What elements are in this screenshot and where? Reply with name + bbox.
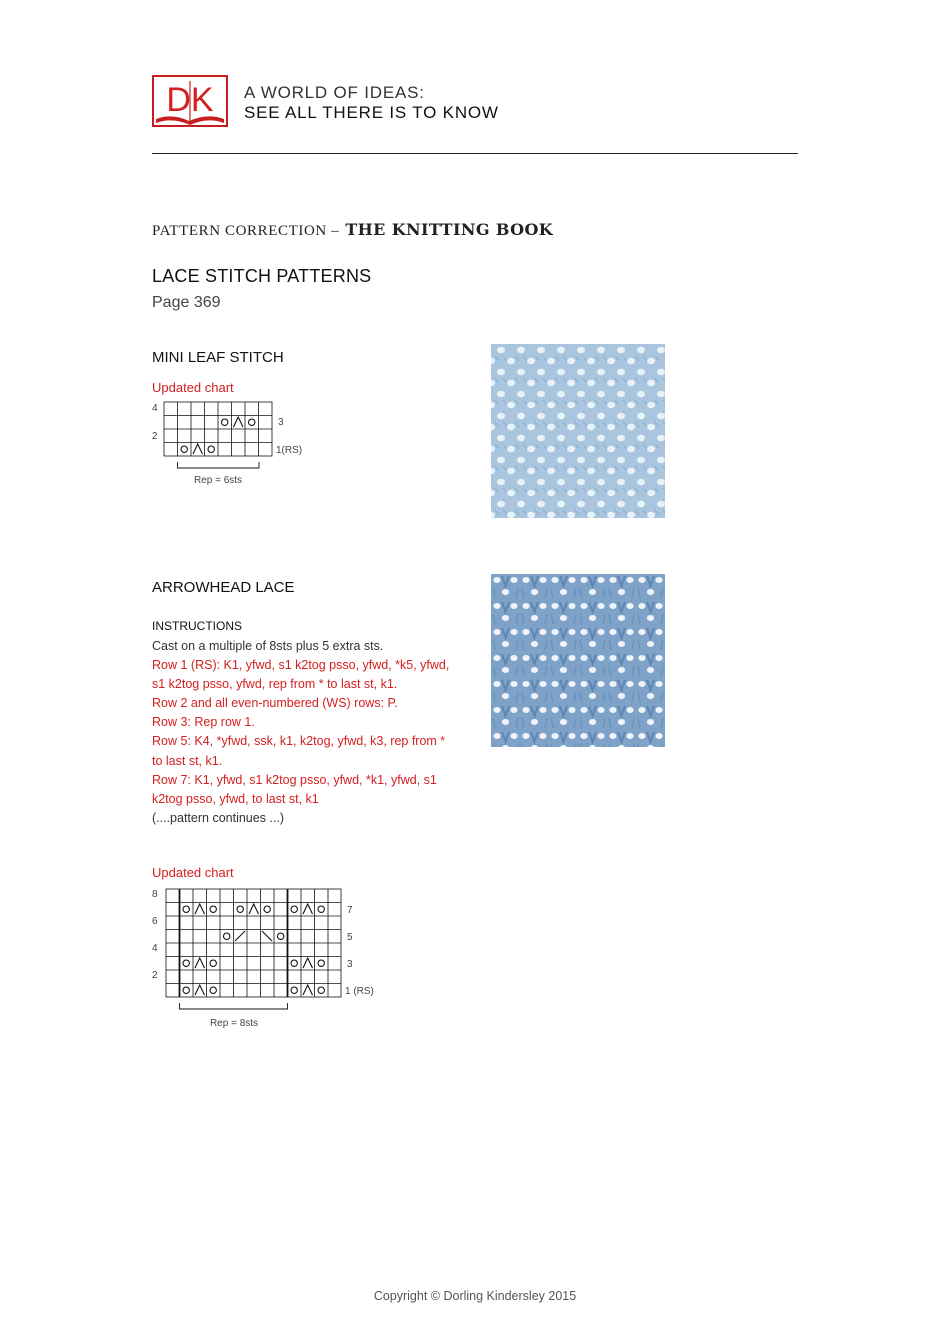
row-3: Row 3: Rep row 1. <box>152 715 255 730</box>
tagline-line-2: SEE ALL THERE IS TO KNOW <box>244 103 499 122</box>
mini-leaf-grid <box>164 402 272 456</box>
mini-leaf-updated-label: Updated chart <box>152 380 234 395</box>
svg-text:DK: DK <box>166 81 214 119</box>
repeat-label: Rep = 6sts <box>193 475 243 486</box>
arrowhead-title: ARROWHEAD LACE <box>152 579 295 596</box>
chart-row-label: 4 <box>152 403 158 414</box>
chart-row-label: 1 (RS) <box>345 986 374 997</box>
repeat-bracket <box>178 462 260 468</box>
book-title: THE KNITTING BOOK <box>345 220 554 239</box>
row-1: Row 1 (RS): K1, yfwd, s1 k2tog psso, yfwd, *k5, yfwd, s1 k2tog psso, yfwd, rep from * to last st, k1. <box>152 658 450 692</box>
repeat-bracket <box>180 1003 288 1009</box>
repeat-label: Rep = 8sts <box>209 1018 259 1029</box>
arrowhead-updated-label: Updated chart <box>152 865 234 880</box>
chart-row-label: 1(RS) <box>276 445 303 456</box>
mini-leaf-chart <box>148 399 318 489</box>
page-number: Page 369 <box>152 294 221 311</box>
chart-row-label: 8 <box>152 889 158 900</box>
mini-leaf-swatch-photo <box>491 344 665 518</box>
heading-kicker: PATTERN CORRECTION – <box>152 223 340 239</box>
copyright-footer: Copyright © Dorling Kindersley 2015 <box>373 1289 577 1303</box>
header-divider <box>152 153 798 154</box>
row-7: Row 7: K1, yfwd, s1 k2tog psso, yfwd, *k1, yfwd, s1 k2tog psso, yfwd, to last st, k1 <box>152 772 437 806</box>
cast-on-text: Cast on a multiple of 8sts plus 5 extra sts. <box>152 639 384 653</box>
instructions-body <box>152 637 452 828</box>
section-title: LACE STITCH PATTERNS <box>152 266 372 286</box>
chart-row-label: 3 <box>347 959 353 970</box>
chart-row-label: 2 <box>152 431 158 442</box>
arrowhead-symbols <box>183 904 324 995</box>
chart-row-label: 5 <box>347 932 353 943</box>
arrowhead-swatch-photo <box>491 574 665 747</box>
chart-row-label: 3 <box>278 417 284 428</box>
chart-row-label: 7 <box>347 905 353 916</box>
row-2: Row 2 and all even-numbered (WS) rows: P. <box>152 696 398 711</box>
dk-logo <box>152 75 228 127</box>
chart-row-label: 6 <box>152 916 158 927</box>
arrowhead-chart <box>148 884 388 1034</box>
chart-row-label: 2 <box>152 970 158 981</box>
continues-text: (....pattern continues ...) <box>152 810 285 825</box>
chart-row-label: 4 <box>152 943 158 954</box>
mini-leaf-title: MINI LEAF STITCH <box>152 349 284 366</box>
tagline-line-1: A WORLD OF IDEAS: <box>244 83 425 102</box>
page-heading <box>152 220 553 240</box>
row-5: Row 5: K4, *yfwd, ssk, k1, k2tog, yfwd, k3, rep from * to last st, k1. <box>152 734 446 768</box>
instructions-heading: INSTRUCTIONS <box>152 619 242 633</box>
